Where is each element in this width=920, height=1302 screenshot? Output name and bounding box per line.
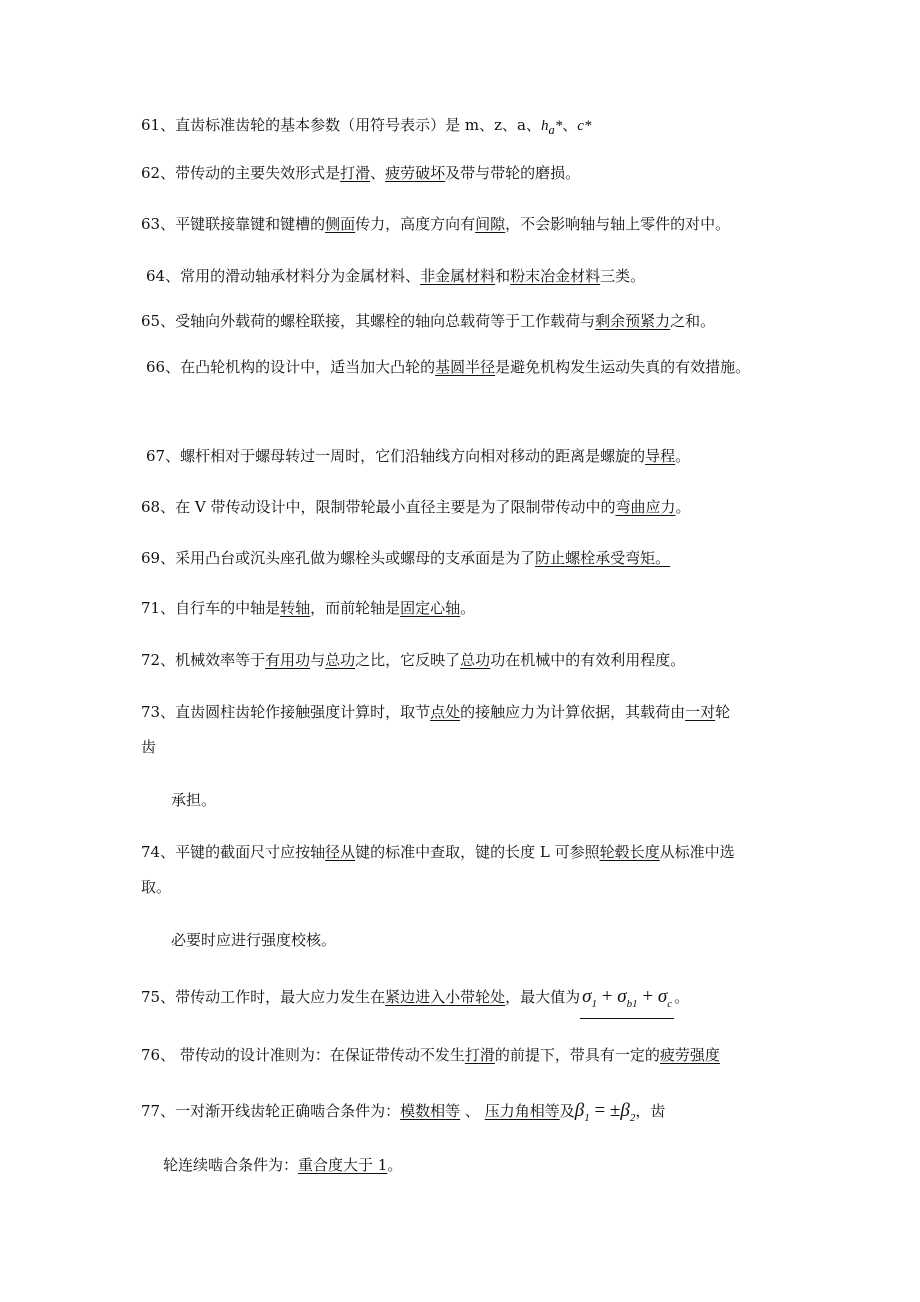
question-73-wrap: 齿 (141, 738, 157, 756)
symbol-ha: $h_a*$ (540, 118, 563, 137)
question-number: 63、 (141, 215, 176, 233)
question-62: 62、带传动的主要失效形式是打滑、疲劳破坏及带与带轮的磨损。 (141, 164, 581, 182)
answer-blank: 径从 (325, 843, 356, 861)
question-68: 68、在 V 带传动设计中，限制带轮最小直径主要是为了限制带传动中的弯曲应力。 (141, 498, 691, 516)
answer-blank: 压力角相等 (484, 1102, 560, 1120)
question-number: 61、 (141, 116, 176, 134)
answer-blank: 重合度大于 1 (298, 1156, 388, 1174)
question-number: 64、 (146, 267, 181, 285)
answer-blank: 固定心轴 (400, 599, 461, 617)
answer-blank: 弯曲应力 (615, 498, 676, 516)
answer-blank: 侧面 (325, 215, 356, 233)
question-72: 72、机械效率等于有用功与总功之比，它反映了总功功在机械中的有效利用程度。 (141, 651, 686, 669)
max-stress-formula: $\sigma_1 + \sigma_{b1} + \sigma_c$ (580, 984, 674, 1019)
question-number: 74、 (141, 843, 176, 861)
question-73-continuation: 承担。 (171, 791, 217, 809)
question-75: 75、带传动工作时，最大应力发生在紧边进入小带轮处，最大值为 $\sigma_1 + \sigma_{b1} + \sigma_c$ 。 (141, 984, 689, 1010)
helix-angle-formula: $\beta_1 = \pm\beta_2$ (574, 1100, 636, 1124)
question-67: 67、螺杆相对于螺母转过一周时，它们沿轴线方向相对移动的距离是螺旋的导程。 (146, 447, 691, 465)
answer-blank: 粉末冶金材料 (510, 267, 601, 285)
question-number: 62、 (141, 164, 176, 182)
symbol-c: c* (577, 118, 592, 134)
question-number: 69、 (141, 549, 176, 567)
answer-blank: 防止螺栓承受弯矩。 (535, 549, 671, 567)
answer-blank: 疲劳破坏 (385, 164, 446, 182)
answer-blank: 疲劳强度 (659, 1046, 720, 1064)
answer-blank: 剩余预紧力 (595, 312, 671, 330)
question-number: 65、 (141, 312, 176, 330)
question-text: 直齿标准齿轮的基本参数（用符号表示）是 m、z、a、 (175, 116, 541, 134)
answer-blank: 间隙 (475, 215, 506, 233)
question-77-continuation: 轮连续啮合条件为：重合度大于 1。 (163, 1156, 403, 1174)
answer-blank: 一对 (685, 703, 716, 721)
answer-blank: 轮毂长度 (599, 843, 660, 861)
question-number: 73、 (141, 703, 176, 721)
question-74: 74、平键的截面尺寸应按轴径从键的标准中查取，键的长度 L 可参照轮毂长度从标准中选 (141, 843, 735, 861)
question-number: 77、 (141, 1102, 176, 1120)
question-number: 71、 (141, 599, 176, 617)
question-73: 73、直齿圆柱齿轮作接触强度计算时，取节点处的接触应力为计算依据，其载荷由一对轮 (141, 703, 731, 721)
question-71: 71、自行车的中轴是转轴，而前轮轴是固定心轴。 (141, 599, 476, 617)
question-65: 65、受轴向外载荷的螺栓联接，其螺栓的轴向总载荷等于工作载荷与剩余预紧力之和。 (141, 312, 716, 330)
question-number: 76、 (141, 1046, 176, 1064)
question-74-wrap: 取。 (141, 878, 172, 896)
question-61: 61、直齿标准齿轮的基本参数（用符号表示）是 m、z、a、$h_a*$、c* (141, 116, 592, 137)
answer-blank: 导程 (645, 447, 676, 465)
question-64: 64、常用的滑动轴承材料分为金属材料、非金属材料和粉末冶金材料三类。 (146, 267, 646, 285)
question-number: 67、 (146, 447, 181, 465)
answer-blank: 打滑 (340, 164, 371, 182)
answer-blank: 总功 (460, 651, 491, 669)
question-number: 66、 (146, 358, 181, 376)
answer-blank: 基圆半径 (435, 358, 496, 376)
question-76: 76、 带传动的设计准则为：在保证带传动不发生打滑的前提下，带具有一定的疲劳强度 (141, 1046, 720, 1064)
answer-blank: 非金属材料 (420, 267, 496, 285)
question-number: 75、 (141, 988, 176, 1006)
answer-blank: 点处 (430, 703, 461, 721)
answer-blank: 模数相等 (400, 1102, 461, 1120)
question-74-continuation: 必要时应进行强度校核。 (171, 931, 337, 949)
question-63: 63、平键联接靠键和键槽的侧面传力，高度方向有间隙，不会影响轴与轴上零件的对中。 (141, 215, 731, 233)
question-number: 68、 (141, 498, 176, 516)
answer-blank: 打滑 (464, 1046, 495, 1064)
answer-blank: 转轴 (280, 599, 311, 617)
answer-blank: 总功 (325, 651, 356, 669)
answer-blank: 紧边进入小带轮处 (385, 988, 506, 1006)
answer-blank: 有用功 (265, 651, 311, 669)
question-69: 69、采用凸台或沉头座孔做为螺栓头或螺母的支承面是为了防止螺栓承受弯矩。 (141, 549, 671, 567)
question-number: 72、 (141, 651, 176, 669)
question-77: 77、一对渐开线齿轮正确啮合条件为：模数相等 、 压力角相等及$\beta_1 = \pm\beta_2$，齿 (141, 1100, 666, 1124)
question-66: 66、在凸轮机构的设计中，适当加大凸轮的基圆半径是避免机构发生运动失真的有效措施。 (146, 358, 751, 376)
